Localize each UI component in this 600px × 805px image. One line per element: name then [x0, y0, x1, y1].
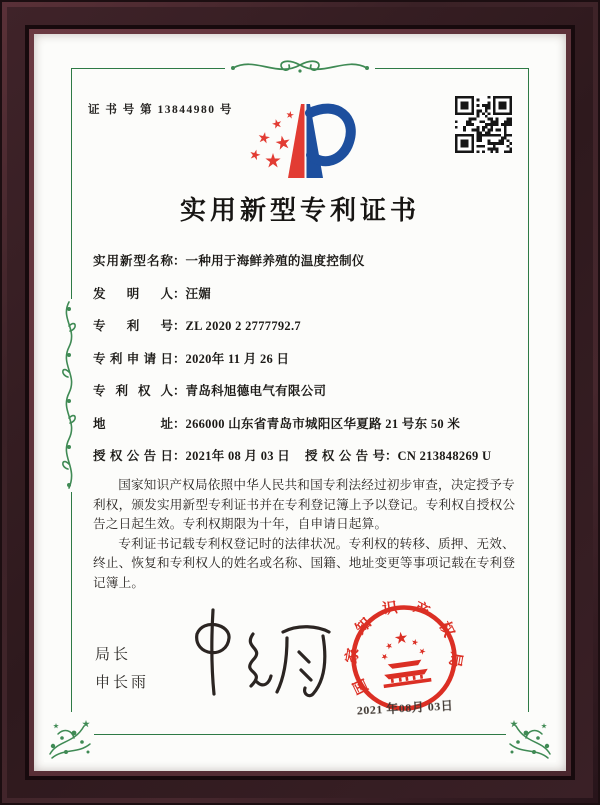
signature-icon: [183, 604, 333, 699]
bottom-right-floral-ornament: [506, 712, 556, 762]
colon: ：: [173, 286, 186, 301]
legal-text: [93, 476, 526, 593]
field-row-inventor: [93, 284, 530, 305]
grant-no-group: [305, 446, 491, 467]
field-value: 266000 山东省青岛市城阳区华夏路 21 号东 50 米: [185, 416, 461, 431]
colon: ：: [173, 416, 186, 431]
field-label: 授权公告日: [93, 449, 173, 463]
seal-text: 国家知识产权局: [343, 598, 465, 697]
legal-paragraph-2: 专利证书记载专利权登记时的法律状况。专利权的转移、质押、无效、终止、恢复和专利权人的姓名或名称、国籍、地址变更等事项记载在专利登记簿上。: [93, 536, 516, 590]
field-row-patentee: [93, 381, 530, 402]
field-label: 实用新型名称: [93, 254, 173, 268]
field-value: 2021年 08 月 03 日: [185, 449, 291, 463]
field-row-patent-no: [93, 316, 530, 337]
field-value: ZL 2020 2 2777792.7: [185, 319, 301, 333]
qr-code: [455, 96, 512, 153]
swirl-icon: [225, 52, 375, 82]
floral-icon: [506, 712, 556, 762]
director-block: [95, 641, 149, 697]
certificate-number: 证 书 号 第 13844980 号: [88, 104, 233, 116]
colon: ：: [173, 319, 186, 333]
cnipa-logo: [243, 98, 363, 187]
director-title: 局长: [95, 646, 132, 663]
field-row-filing-date: [93, 349, 530, 370]
colon: ：: [173, 254, 186, 268]
field-value: 2020年 11 月 26 日: [185, 351, 290, 366]
field-label: 专利号: [93, 319, 173, 333]
field-label: 专利申请日: [93, 351, 173, 366]
director-signature: [183, 604, 333, 704]
field-row-address: [93, 414, 530, 435]
bottom-left-floral-ornament: [44, 712, 94, 762]
top-flourish-ornament: [225, 52, 375, 82]
field-label: 授权公告号: [305, 449, 385, 463]
grant-date-group: [93, 446, 305, 467]
legal-paragraph-1: 国家知识产权局依照中华人民共和国专利法经过初步审查，决定授予专利权，颁发实用新型专利证书并在专利登记簿上予以登记。专利权自授权公告之日起生效。专利权期限为十年，自申请日起算。: [93, 478, 516, 531]
left-flourish-ornament: [55, 299, 83, 492]
certificate-title: 实用新型专利证书: [179, 196, 420, 225]
colon: ：: [173, 449, 186, 463]
field-value: 汪媚: [185, 286, 212, 301]
seal-date: 2021 年08月 03日: [356, 698, 454, 718]
field-value: 青岛科旭德电气有限公司: [185, 384, 327, 398]
field-row-grant: [93, 446, 530, 467]
qr-code-canvas: [455, 96, 512, 153]
field-label: 地址: [93, 416, 173, 431]
colon: ：: [173, 384, 186, 398]
field-value: 一种用于海鲜养殖的温度控制仪: [185, 254, 365, 268]
field-label: 专利权人: [93, 384, 173, 398]
national-emblem-icon: [377, 628, 432, 688]
floral-icon: [44, 712, 94, 762]
field-label: 发明人: [93, 286, 173, 301]
colon: ：: [173, 351, 186, 366]
director-name: 申长雨: [95, 674, 150, 691]
cnipa-logo-icon: [243, 98, 363, 182]
colon: ：: [385, 449, 398, 463]
certificate-fields: [93, 251, 530, 479]
swirl-icon: [55, 299, 83, 492]
field-value: CN 213848269 U: [397, 449, 492, 463]
field-row-name: [93, 251, 530, 272]
